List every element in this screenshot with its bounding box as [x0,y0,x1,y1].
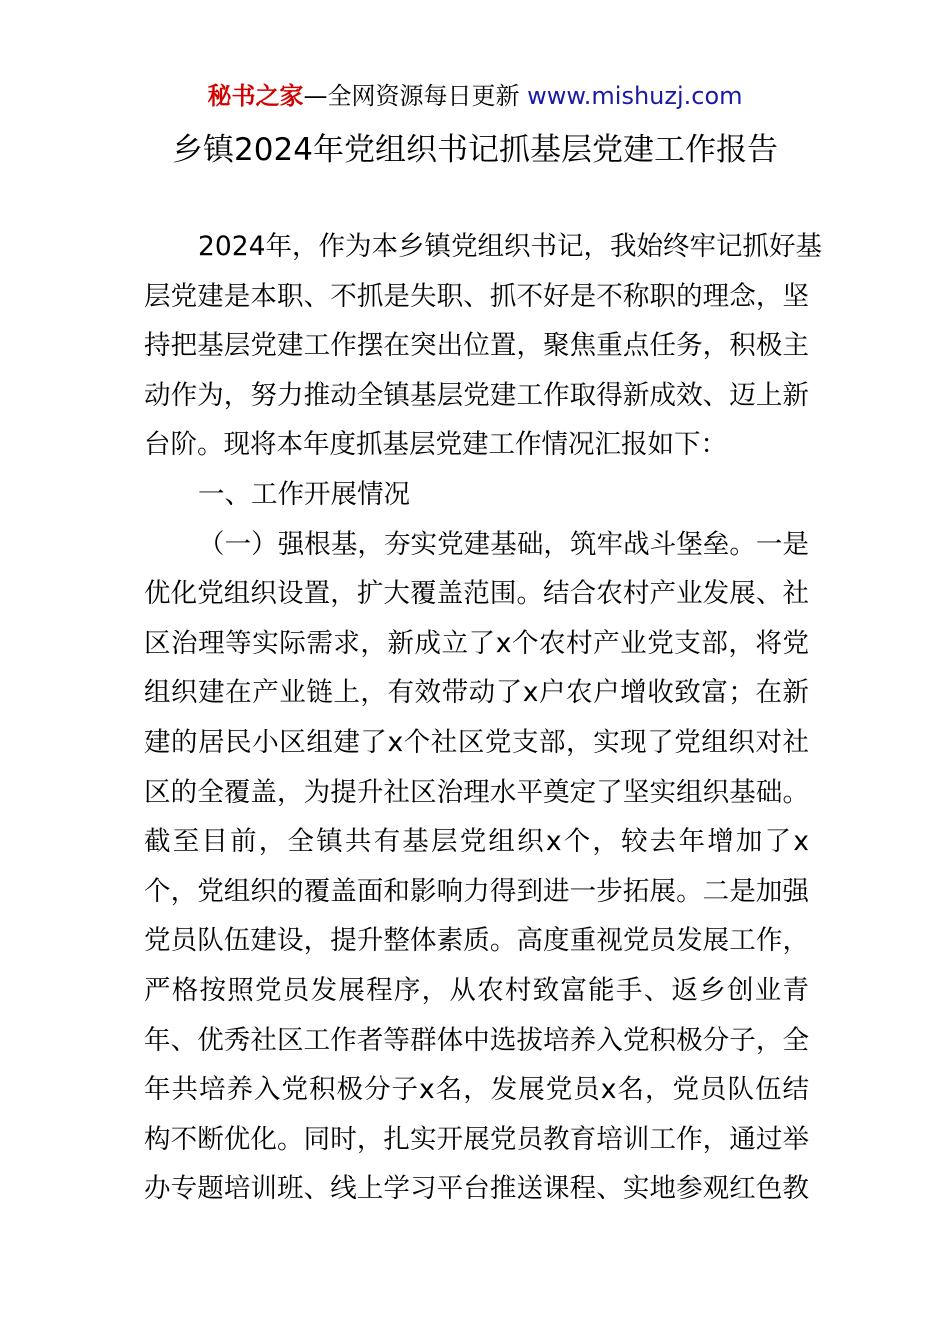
document-body [144,222,822,1214]
text-line: 年共培养入党积极分子x名，发展党员x名，党员队伍结 [144,1074,809,1106]
text-line: 年、优秀社区工作者等群体中选拔培养入党积极分子，全 [144,1024,809,1056]
text-line: 党员队伍建设，提升整体素质。高度重视党员发展工作， [144,925,809,957]
text-line: （一）强根基，夯实党建基础，筑牢战斗堡垒。一是 [198,528,809,560]
text-line: 区的全覆盖，为提升社区治理水平奠定了坚实组织基础。 [144,776,809,808]
text-line: 层党建是本职、不抓是失职、抓不好是不称职的理念，坚 [144,280,809,312]
text-line: 优化党组织设置，扩大覆盖范围。结合农村产业发展、社 [144,578,809,610]
text-line: 组织建在产业链上，有效带动了x户农户增收致富；在新 [144,677,809,709]
site-url[interactable]: www.mishuzj.com [527,82,743,110]
text-line: 办专题培训班、线上学习平台推送课程、实地参观红色教 [144,1173,809,1205]
text-line: 个，党组织的覆盖面和影响力得到进一步拓展。二是加强 [144,875,809,907]
text-line: 2024年，作为本乡镇党组织书记，我始终牢记抓好基 [198,231,822,262]
site-tagline: —全网资源每日更新 [303,82,520,110]
text-line: 持把基层党建工作摆在突出位置，聚焦重点任务，积极主 [144,330,809,362]
site-header [0,80,950,112]
document-title: 乡镇2024年党组织书记抓基层党建工作报告 [172,132,778,168]
text-line: 严格按照党员发展程序，从农村致富能手、返乡创业青 [144,974,809,1006]
text-line: 构不断优化。同时，扎实开展党员教育培训工作，通过举 [144,1123,809,1155]
text-line: 建的居民小区组建了x个社区党支部，实现了党组织对社 [144,726,809,758]
text-line: 台阶。现将本年度抓基层党建工作情况汇报如下： [144,429,727,461]
section-heading: 一、工作开展情况 [198,478,410,510]
text-line: 截至目前，全镇共有基层党组织x个，较去年增加了x [144,826,809,858]
site-brand: 秘书之家 [207,82,304,110]
text-line: 动作为，努力推动全镇基层党建工作取得新成效、迈上新 [144,379,809,411]
text-line: 区治理等实际需求，新成立了x个农村产业党支部，将党 [144,627,809,659]
